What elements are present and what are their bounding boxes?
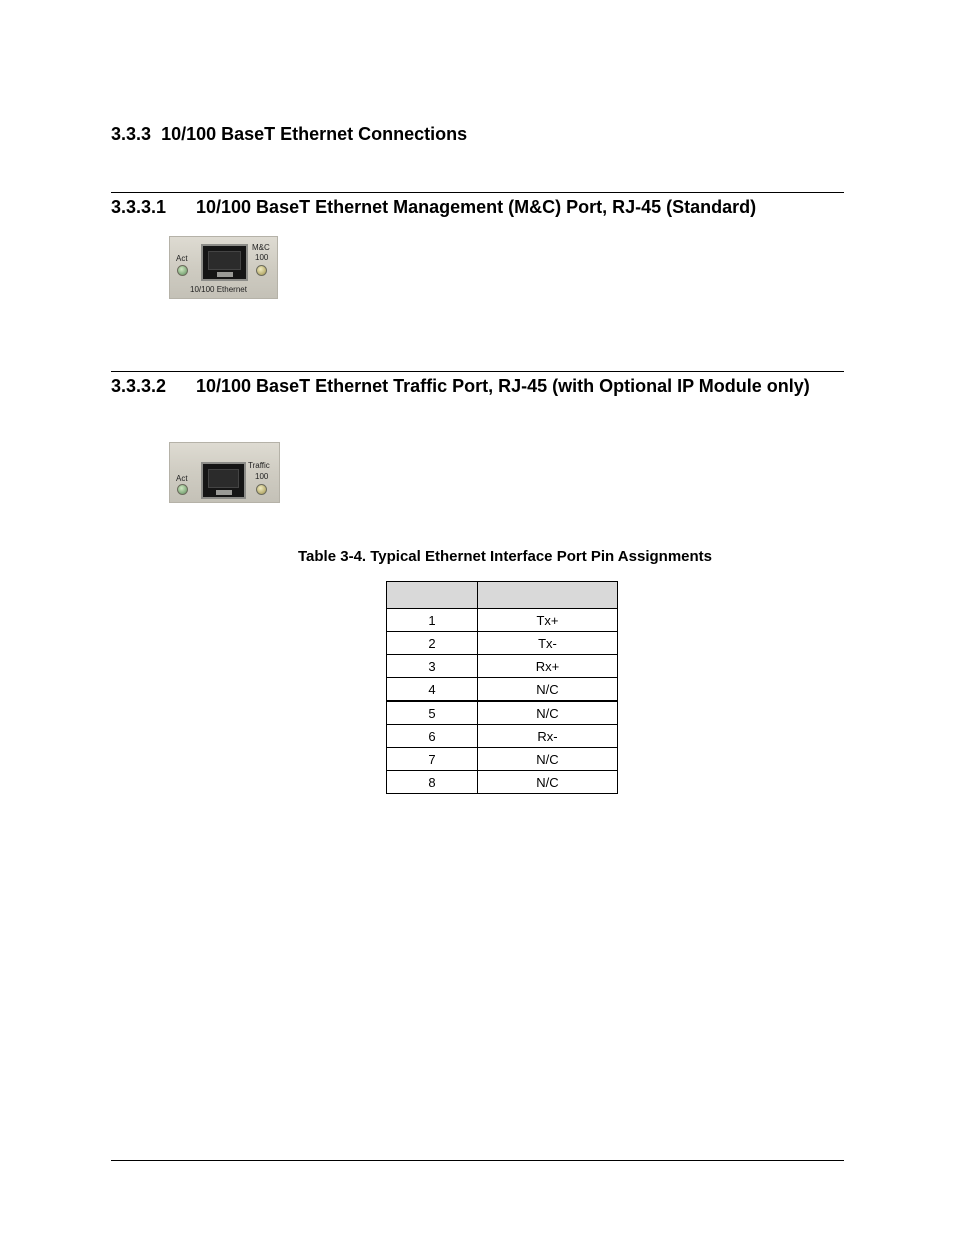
subsection-2-rule [111,371,844,372]
table-row [387,701,618,725]
subsection-1-heading [111,195,846,219]
subsection-1-rule [111,192,844,193]
subsection-1-title: 10/100 BaseT Ethernet Management (M&C) Port, RJ-45 (Standard) [196,197,757,217]
table-row [387,725,618,748]
signal-cell: N/C [478,678,618,702]
subsection-2-title: 10/100 BaseT Ethernet Traffic Port, RJ-45 (with Optional IP Module only) [196,376,810,396]
table-row [387,771,618,794]
act-led-icon [177,265,188,276]
subsection-2-number: 3.3.3.2 [111,376,167,396]
subsection-1-number: 3.3.3.1 [111,197,167,217]
link-100-led-icon [256,265,267,276]
port-bottom-label: 10/100 Ethernet [190,285,247,294]
act-label: Act [176,254,188,263]
signal-cell: Rx- [478,725,618,748]
signal-cell: Rx+ [478,655,618,678]
pin-cell: 5 [387,701,478,725]
table-row [387,609,618,632]
table-caption: Table 3-4. Typical Ethernet Interface Port Pin Assignments [298,548,712,565]
table-row [387,748,618,771]
signal-cell: N/C [478,771,618,794]
section-title: 10/100 BaseT Ethernet Connections [161,124,468,144]
signal-cell: Tx+ [478,609,618,632]
footer-rule [111,1160,844,1161]
subsection-2-heading [111,374,846,422]
table-row [387,655,618,678]
pin-cell: 3 [387,655,478,678]
pin-assignment-table [386,581,618,794]
pin-cell: 2 [387,632,478,655]
section-heading [111,124,467,145]
pin-cell: 7 [387,748,478,771]
section-number: 3.3.3 [111,124,152,144]
rj45-jack-icon [201,244,248,281]
pin-column-header [387,582,478,609]
pin-cell: 4 [387,678,478,702]
link-100-led-icon [256,484,267,495]
act-led-icon [177,484,188,495]
traffic-port-photo [169,442,280,503]
pin-cell: 6 [387,725,478,748]
signal-cell: N/C [478,748,618,771]
table-row [387,632,618,655]
speed-label: 100 [255,472,269,481]
speed-label: 100 [255,253,269,262]
act-label: Act [176,474,188,483]
signal-column-header [478,582,618,609]
rj45-jack-icon [201,462,246,499]
pin-cell: 8 [387,771,478,794]
table-header-row [387,582,618,609]
table-row [387,678,618,702]
signal-cell: Tx- [478,632,618,655]
pin-cell: 1 [387,609,478,632]
traffic-label: Traffic [248,461,270,470]
mc-port-photo [169,236,278,299]
signal-cell: N/C [478,701,618,725]
mc-label: M&C [252,243,270,252]
